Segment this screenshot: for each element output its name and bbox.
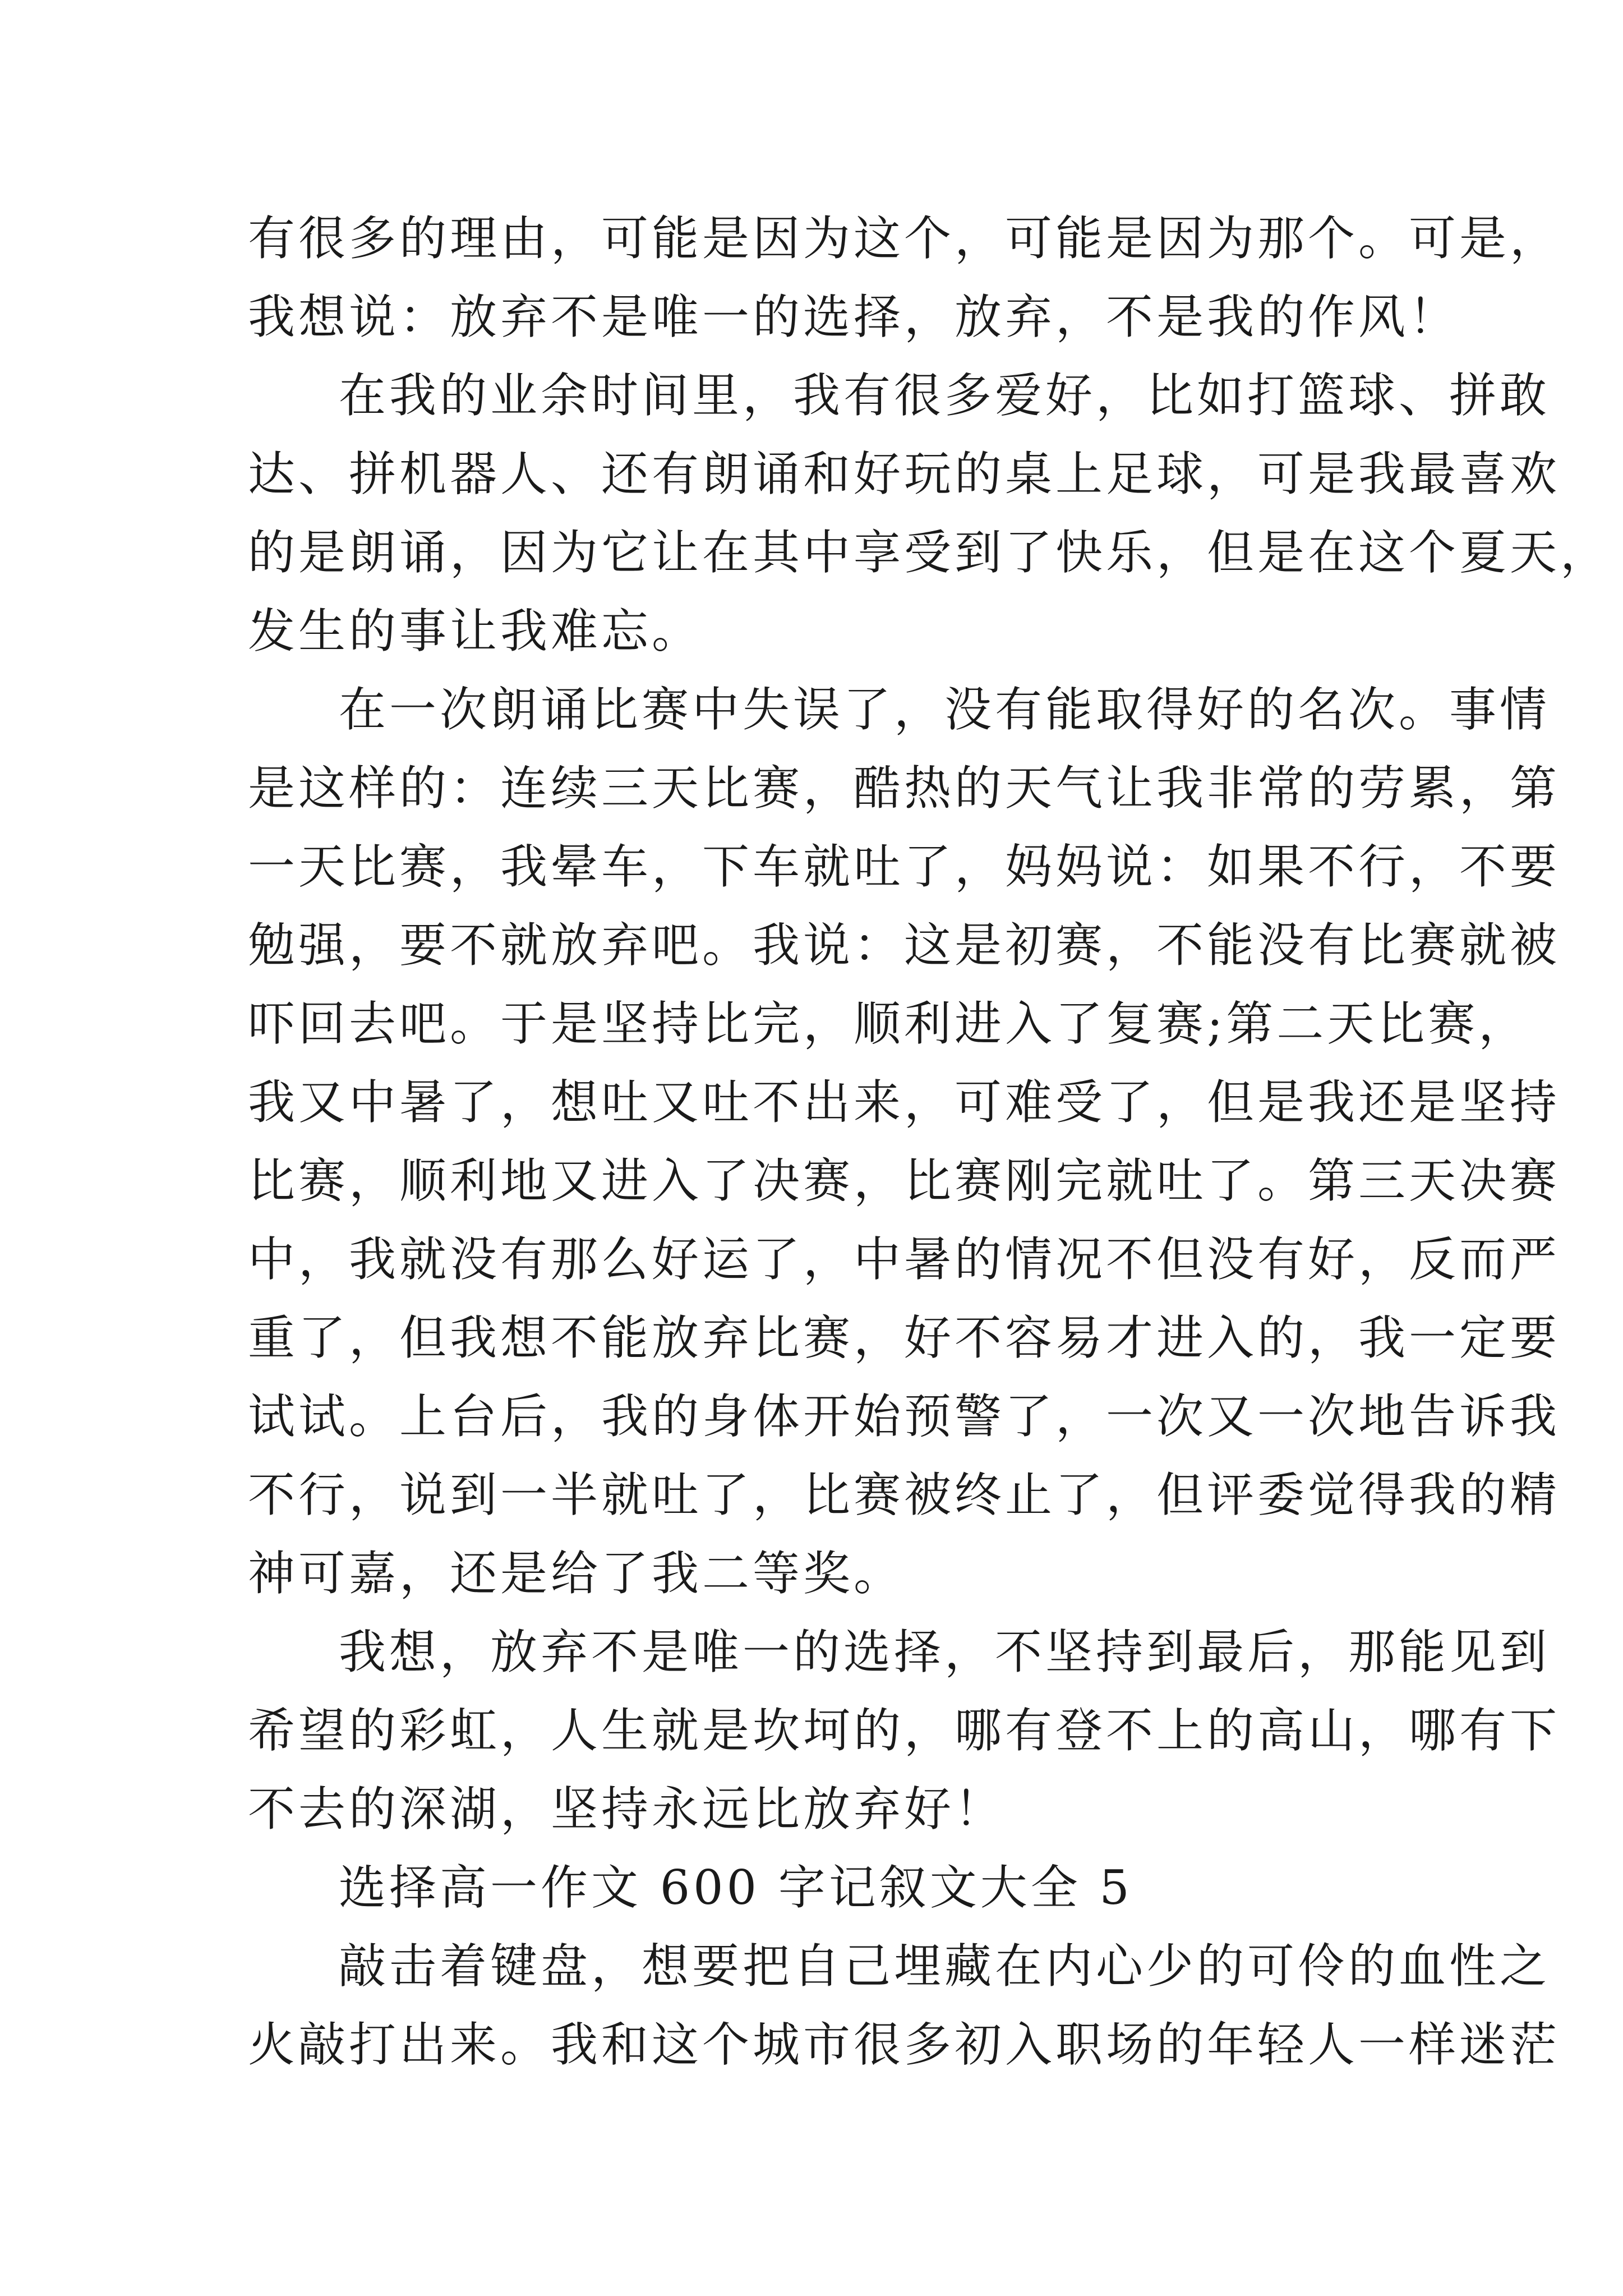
text-line: 我想，放弃不是唯一的选择，不坚持到最后，那能见到 bbox=[339, 1625, 1551, 1680]
document-body bbox=[248, 199, 1611, 2084]
text-line: 神可嘉，还是给了我二等奖。 bbox=[248, 1546, 905, 1601]
text-line: 希望的彩虹，人生就是坎坷的，哪有登不上的高山，哪有下 bbox=[248, 1703, 1561, 1758]
text-line: 达、拼机器人、还有朗诵和好玩的桌上足球，可是我最喜欢 bbox=[248, 447, 1561, 501]
text-line: 在一次朗诵比赛中失误了，没有能取得好的名次。事情 bbox=[339, 682, 1551, 737]
text-line: 是这样的：连续三天比赛，酷热的天气让我非常的劳累，第 bbox=[248, 761, 1561, 816]
text-line: 敲击着键盘，想要把自己埋藏在内心少的可伶的血性之 bbox=[339, 1939, 1551, 1994]
text-line: 我想说：放弃不是唯一的选择，放弃，不是我的作风！ bbox=[248, 289, 1460, 344]
text-line: 不行，说到一半就吐了，比赛被终止了，但评委觉得我的精 bbox=[248, 1467, 1561, 1522]
text-line: 重了，但我想不能放弃比赛，好不容易才进入的，我一定要 bbox=[248, 1310, 1561, 1365]
text-line: 吓回去吧。于是坚持比完，顺利进入了复赛;第二天比赛， bbox=[248, 996, 1529, 1051]
text-line: 火敲打出来。我和这个城市很多初入职场的年轻人一样迷茫 bbox=[248, 2017, 1561, 2072]
text-line: 比赛，顺利地又进入了决赛，比赛刚完就吐了。第三天决赛 bbox=[248, 1153, 1561, 1208]
text-line: 发生的事让我难忘。 bbox=[248, 604, 703, 659]
text-line: 勉强，要不就放弃吧。我说：这是初赛，不能没有比赛就被 bbox=[248, 918, 1561, 973]
text-line: 试试。上台后，我的身体开始预警了，一次又一次地告诉我 bbox=[248, 1389, 1561, 1444]
text-line: 不去的深湖，坚持永远比放弃好！ bbox=[248, 1782, 1006, 1837]
text-line: 一天比赛，我晕车，下车就吐了，妈妈说：如果不行，不要 bbox=[248, 839, 1561, 894]
text-line: 有很多的理由，可能是因为这个，可能是因为那个。可是， bbox=[248, 211, 1561, 266]
text-line: 我又中暑了，想吐又吐不出来，可难受了，但是我还是坚持 bbox=[248, 1075, 1561, 1130]
section-heading: 选择高一作文 600 字记叙文大全 5 bbox=[339, 1860, 1133, 1915]
text-line: 中，我就没有那么好运了，中暑的情况不但没有好，反而严 bbox=[248, 1232, 1561, 1287]
text-line: 在我的业余时间里，我有很多爱好，比如打篮球、拼敢 bbox=[339, 368, 1551, 423]
text-line: 的是朗诵，因为它让在其中享受到了快乐，但是在这个夏天， bbox=[248, 525, 1611, 580]
